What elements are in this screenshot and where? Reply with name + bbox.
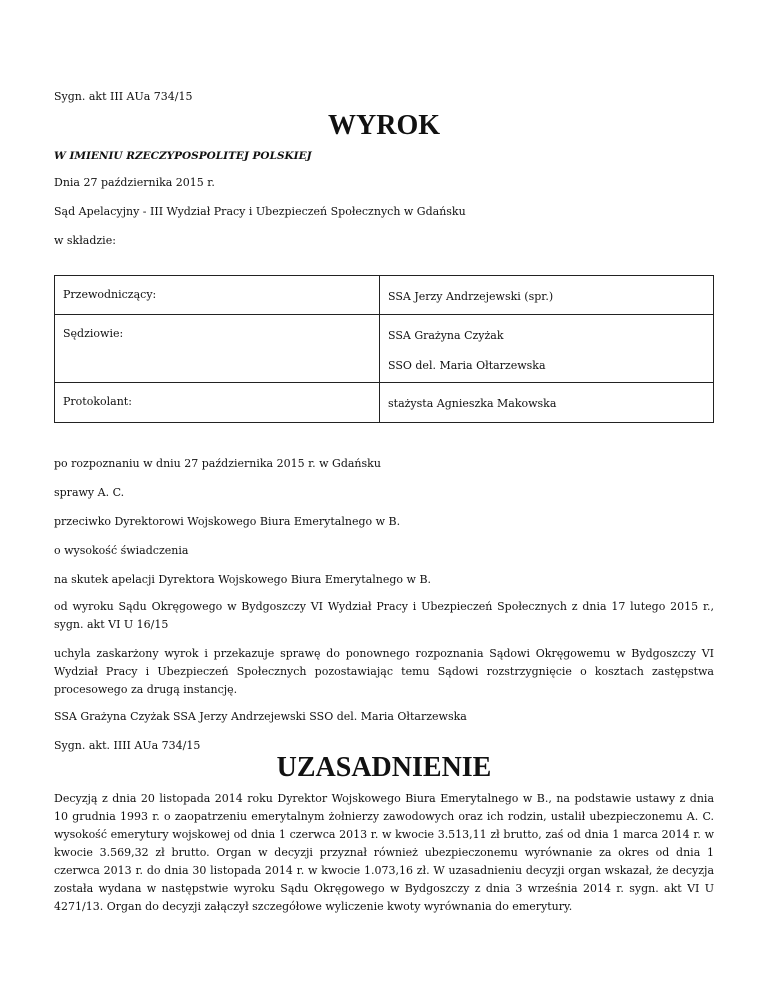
defendant-line: przeciwko Dyrektorowi Wojskowego Biura Emerytalnego w B.: [54, 515, 401, 528]
bench-role: Protokolant:: [55, 383, 380, 423]
case-party: sprawy A. C.: [54, 486, 125, 499]
subject-line: o wysokość świadczenia: [54, 544, 189, 557]
bench-table: [54, 275, 714, 423]
appeal-line: na skutek apelacji Dyrektora Wojskowego Biura Emerytalnego w B.: [54, 573, 432, 586]
bench-row-clerk: [55, 383, 714, 423]
justification-title: UZASADNIENIE: [276, 752, 492, 783]
lower-court-line: od wyroku Sądu Okręgowego w Bydgoszczy VI Wydział Pracy i Ubezpieczeń Społecznych z dnia 17 lutego 2015 r., sygn. akt VI U 16/15: [54, 600, 714, 631]
bench-names: [380, 383, 714, 423]
court-name: Sąd Apelacyjny - III Wydział Pracy i Ubezpieczeń Społecznych w Gdańsku: [54, 205, 466, 218]
ruling-text: uchyla zaskarżony wyrok i przekazuje sprawę do ponownego rozpoznania Sądowi Okręgowemu w Bydgoszczy VI Wydział Pracy i Ubezpieczeń Społecznych pozostawiając temu Sądowi rozstrzygnięcie o kosztach zastępstwa procesowego za drugą instancję.: [54, 647, 714, 696]
bench-name: stażysta Agnieszka Makowska: [388, 397, 557, 410]
bench-row-chair: [55, 276, 714, 315]
bench-role: Przewodniczący:: [55, 276, 380, 315]
verdict-title: WYROK: [328, 110, 440, 141]
signatures: SSA Grażyna Czyżak SSA Jerzy Andrzejewski SSO del. Maria Ołtarzewska: [54, 710, 467, 723]
verdict-subtitle: W IMIENIU RZECZYPOSPOLITEJ POLSKIEJ: [54, 150, 312, 162]
bench-name: SSO del. Maria Ołtarzewska: [388, 359, 546, 372]
justification-case-number: Sygn. akt. IIII AUa 734/15: [54, 739, 201, 752]
justification-text: Decyzją z dnia 20 listopada 2014 roku Dyrektor Wojskowego Biura Emerytalnego w B., na podstawie ustawy z dnia 10 grudnia 1993 r. o zaopatrzeniu emerytalnym żołnierzy zawodowych oraz ich rodzin, ustalił ubezpieczonemu A. C. wysokość emerytury wojskowej od dnia 1 czerwca 2013 r. w kwocie 3.513,11 zł brutto, zaś od dnia 1 marca 2014 r. w kwocie 3.569,32 zł brutto. Organ w decyzji przyznał również ubezpieczonemu wyrównanie za okres od dnia 1 czerwca 2013 r. do dnia 30 listopada 2014 r. w kwocie 1.073,16 zł. W uzasadnieniu decyzji organ wskazał, że decyzja została wydana w następstwie wyroku Sądu Okręgowego w Bydgoszczy z dnia 3 września 2014 r. sygn. akt VI U 4271/13. Organ do decyzji załączył szczegółowe wyliczenie kwoty wyrównania do emerytury.: [54, 792, 714, 913]
hearing-line: po rozpoznaniu w dniu 27 października 2015 r. w Gdańsku: [54, 457, 381, 470]
bench-role: Sędziowie:: [55, 315, 380, 383]
bench-names: [380, 276, 714, 315]
verdict-date: Dnia 27 października 2015 r.: [54, 176, 215, 189]
bench-names: [380, 315, 714, 383]
bench-name: SSA Grażyna Czyżak: [388, 329, 504, 342]
case-number: Sygn. akt III AUa 734/15: [54, 90, 193, 103]
bench-row-judges: [55, 315, 714, 383]
composition-intro: w składzie:: [54, 234, 116, 247]
bench-name: SSA Jerzy Andrzejewski (spr.): [388, 290, 554, 303]
